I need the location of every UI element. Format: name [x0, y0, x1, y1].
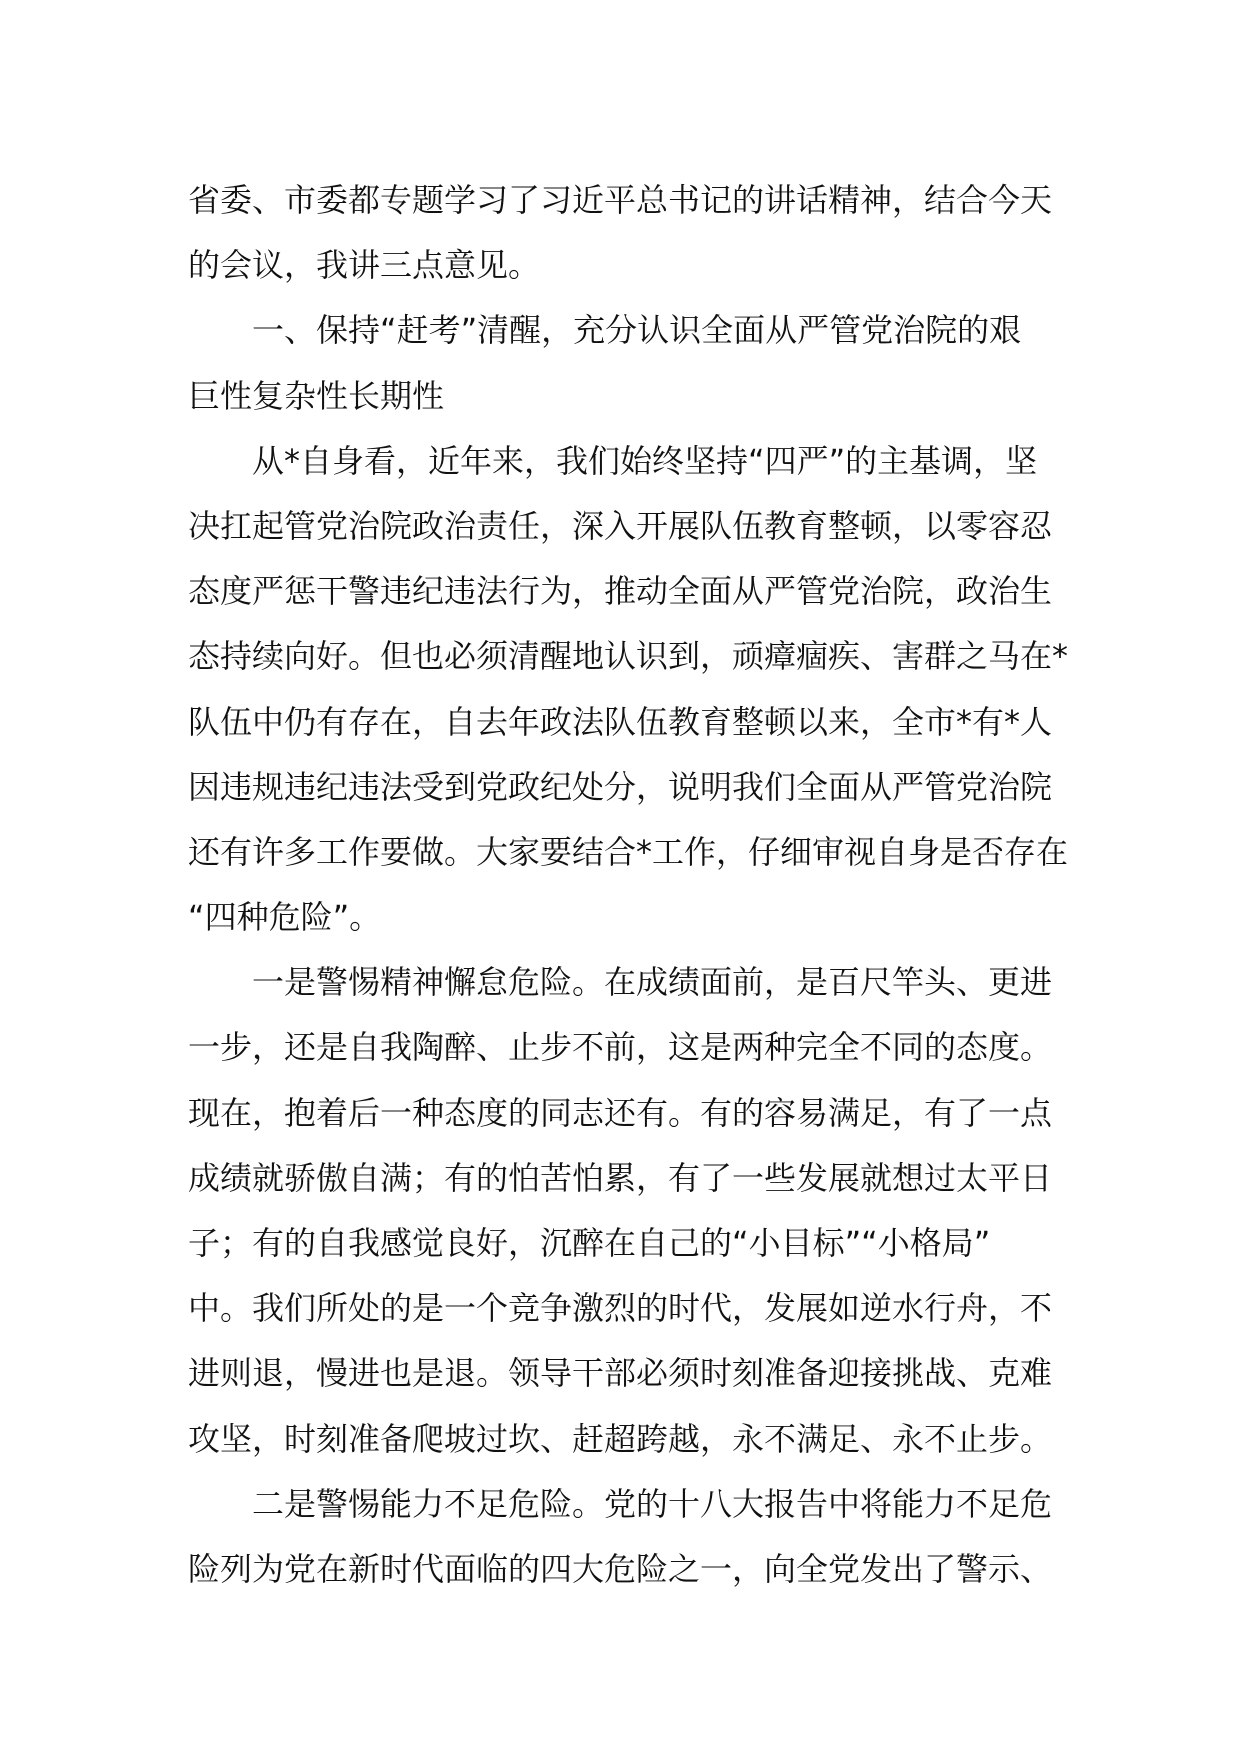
text-line: 的会议，我讲三点意见。	[188, 246, 541, 285]
text-line: 一是警惕精神懈怠危险。在成绩面前，是百尺竿头、更进	[252, 963, 1053, 1002]
text-line: 攻坚，时刻准备爬坡过坎、赶超跨越，永不满足、永不止步。	[188, 1419, 1053, 1458]
text-line: 省委、市委都专题学习了习近平总书记的讲话精神，结合今天	[188, 181, 1053, 219]
text-line: 态持续向好。但也必须清醒地认识到，顽瘴痼疾、害群之马在*	[188, 637, 1069, 676]
text-line: 二是警惕能力不足危险。党的十八大报告中将能力不足危	[252, 1484, 1053, 1523]
text-line: “四种危险”。	[188, 898, 382, 937]
text-line: 态度严惩干警违纪违法行为，推动全面从严管党治院，政治生	[188, 572, 1053, 611]
text-line: 决扛起管党治院政治责任，深入开展队伍教育整顿，以零容忍	[188, 506, 1053, 545]
document-body	[188, 168, 1069, 1602]
text-line: 一步，还是自我陶醉、止步不前，这是两种完全不同的态度。	[188, 1028, 1053, 1067]
text-line: 险列为党在新时代面临的四大危险之一，向全党发出了警示、	[188, 1549, 1053, 1588]
text-line: 队伍中仍有存在，自去年政法队伍教育整顿以来，全市*有*人	[188, 702, 1053, 741]
section-heading-line: 一、保持“赶考”清醒，充分认识全面从严管党治院的艰	[252, 311, 1022, 350]
text-line: 中。我们所处的是一个竞争激烈的时代，发展如逆水行舟，不	[188, 1289, 1053, 1328]
text-line: 成绩就骄傲自满；有的怕苦怕累，有了一些发展就想过太平日	[188, 1158, 1053, 1197]
text-line: 因违规违纪违法受到党政纪处分，说明我们全面从严管党治院	[188, 767, 1053, 806]
section-heading-line: 巨性复杂性长期性	[188, 376, 445, 415]
text-line: 还有许多工作要做。大家要结合*工作，仔细审视自身是否存在	[188, 832, 1069, 871]
text-line: 从*自身看，近年来，我们始终坚持“四严”的主基调，坚	[252, 441, 1038, 480]
text-line: 现在，抱着后一种态度的同志还有。有的容易满足，有了一点	[188, 1093, 1053, 1132]
text-line: 进则退，慢进也是退。领导干部必须时刻准备迎接挑战、克难	[188, 1354, 1053, 1393]
text-line: 子；有的自我感觉良好，沉醉在自己的“小目标”“小格局”	[188, 1224, 991, 1262]
